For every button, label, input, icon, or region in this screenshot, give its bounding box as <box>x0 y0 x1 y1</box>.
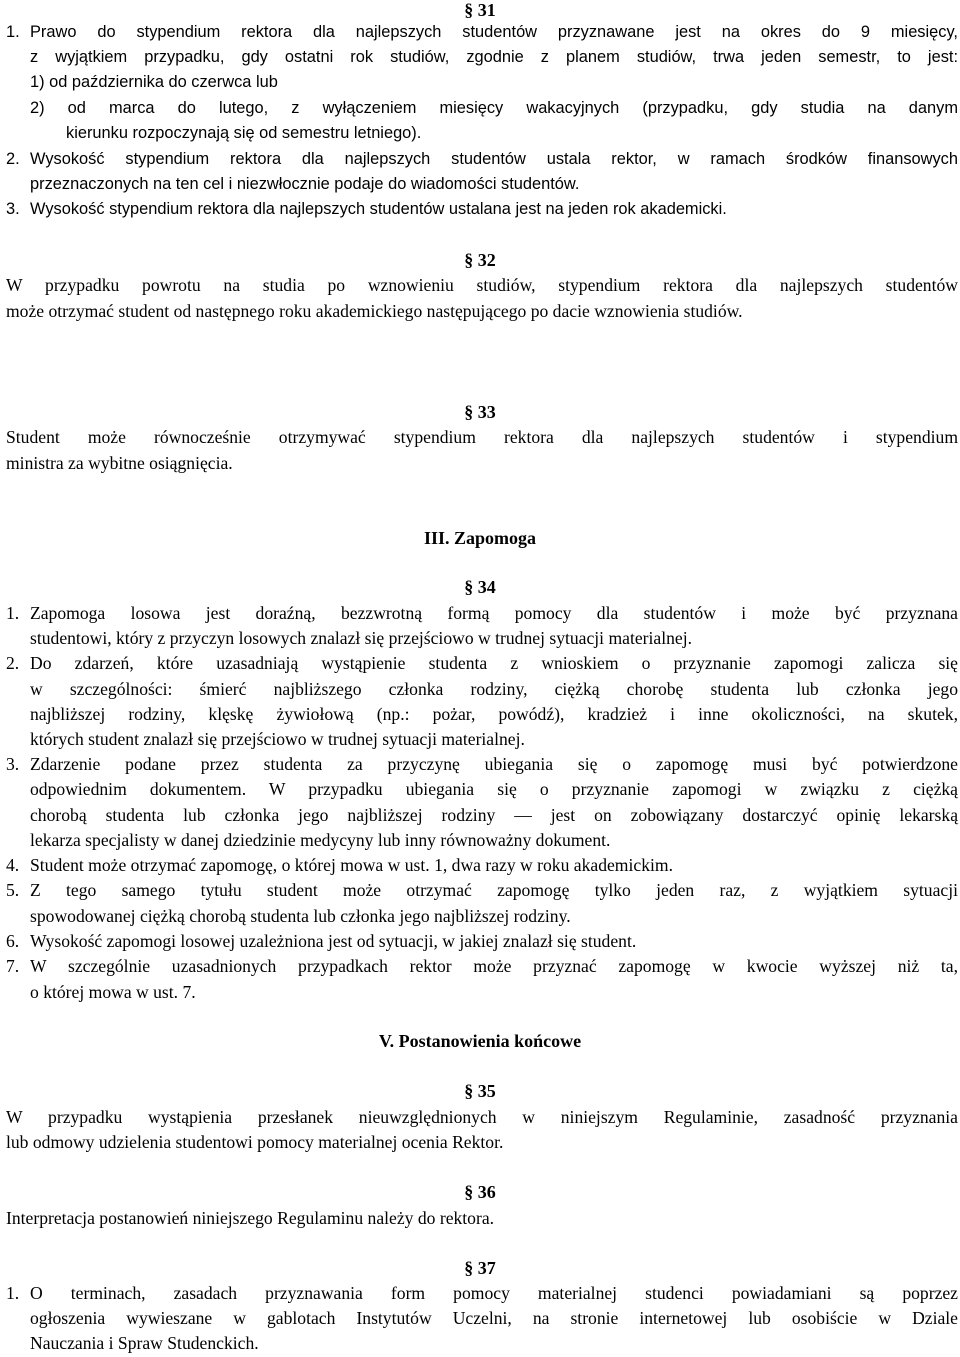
s36-line-1: Interpretacja postanowień niniejszego Regulaminu należy do rektora. <box>6 1208 495 1228</box>
section-31-heading: § 31 <box>464 0 496 20</box>
s33-line-1: Student może równocześnie otrzymywać stypendium rektora dla najlepszych studentów i stypendium <box>6 427 958 447</box>
s34-item-1-number: 1. <box>6 603 20 623</box>
s31-subitem-2-line-1: 2) od marca do lutego, z wyłączeniem miesięcy wakacyjnych (przypadku, gdy studia na danym <box>30 99 958 117</box>
s31-item-3-line-1: Wysokość stypendium rektora dla najlepszych studentów ustalana jest na jeden rok akademicki. <box>30 200 727 218</box>
s34-item-2-line-2: w szczególności: śmierć najbliższego członka rodziny, ciężką chorobę studenta lub członka jego <box>30 679 958 699</box>
s35-line-2: lub odmowy udzielenia studentowi pomocy materialnej ocenia Rektor. <box>6 1132 504 1152</box>
s32-line-2: może otrzymać student od następnego roku akademickiego następującego po dacie wznowienia studiów. <box>6 301 743 321</box>
s34-item-5-line-2: spowodowanej ciężką chorobą studenta lub członka jego najbliższej rodziny. <box>30 906 571 926</box>
chapter-3-heading: III. Zapomoga <box>423 528 537 548</box>
s31-subitem-2-line-2: kierunku rozpoczynają się od semestru letniego). <box>66 124 422 142</box>
s34-item-1-line-1: Zapomoga losowa jest doraźną, bezzwrotną formą pomocy dla studentów i może być przyznana <box>30 603 958 623</box>
s34-item-6-line-1: Wysokość zapomogi losowej uzależniona jest od sytuacji, w jakiej znalazł się student. <box>30 931 637 951</box>
s31-item-2-line-1: Wysokość stypendium rektora dla najlepszych studentów ustala rektor, w ramach środków finansowych <box>30 150 958 168</box>
chapter-5-heading: V. Postanowienia końcowe <box>378 1031 582 1051</box>
s31-item-3-number: 3. <box>6 200 20 218</box>
s34-item-3-line-2: odpowiednim dokumentem. W przypadku ubiegania się o przyznanie zapomogi w związku z ciężką <box>30 779 958 799</box>
s34-item-2-number: 2. <box>6 653 20 673</box>
s31-item-2-line-2: przeznaczonych na ten cel i niezwłocznie podaje do wiadomości studentów. <box>30 175 580 193</box>
s34-item-4-line-1: Student może otrzymać zapomogę, o której mowa w ust. 1, dwa razy w roku akademickim. <box>30 855 673 875</box>
section-35-heading: § 35 <box>464 1081 496 1101</box>
s33-line-2: ministra za wybitne osiągnięcia. <box>6 453 233 473</box>
s37-item-1-number: 1. <box>6 1283 20 1303</box>
s34-item-2-line-3: najbliższej rodziny, klęskę żywiołową (np.: pożar, powódź), kradzież i inne okoliczności, na skutek, <box>30 704 958 724</box>
s34-item-3-number: 3. <box>6 754 20 774</box>
section-36-heading: § 36 <box>464 1182 496 1202</box>
s31-item-1-line-1: Prawo do stypendium rektora dla najlepszych studentów przyznawane jest na okres do 9 miesięcy, <box>30 23 958 41</box>
s34-item-2-line-1: Do zdarzeń, które uzasadniają wystąpienie studenta z wnioskiem o przyznanie zapomogi zalicza się <box>30 653 958 673</box>
s34-item-7-number: 7. <box>6 956 20 976</box>
s34-item-3-line-1: Zdarzenie podane przez studenta za przyczynę ubiegania się o zapomogę musi być potwierdzone <box>30 754 958 774</box>
s34-item-3-line-4: lekarza specjalisty w danej dziedzinie medycyny lub inny równoważny dokument. <box>30 830 611 850</box>
s34-item-3-line-3: chorobą studenta lub członka jego najbliższej rodziny — jest on zobowiązany dostarczyć opinię lekarską <box>30 805 958 825</box>
s34-item-7-line-1: W szczególnie uzasadnionych przypadkach rektor może przyznać zapomogę w kwocie wyższej niż ta, <box>30 956 958 976</box>
s37-item-1-line-2: ogłoszenia wywieszane w gablotach Instytutów Uczelni, na stronie internetowej lub osobiście w Dziale <box>30 1308 958 1328</box>
s34-item-4-number: 4. <box>6 855 20 875</box>
s31-item-1-number: 1. <box>6 23 20 41</box>
section-37-heading: § 37 <box>464 1258 496 1278</box>
s34-item-5-line-1: Z tego samego tytułu student może otrzymać zapomogę tylko jeden raz, z wyjątkiem sytuacji <box>30 880 958 900</box>
s31-item-1-line-2: z wyjątkiem przypadku, gdy ostatni rok studiów, zgodnie z planem studiów, trwa jeden semestr, to jest: <box>30 48 958 66</box>
s37-item-1-line-1: O terminach, zasadach przyznawania form pomocy materialnej studenci powiadamiani są poprzez <box>30 1283 958 1303</box>
s32-line-1: W przypadku powrotu na studia po wznowieniu studiów, stypendium rektora dla najlepszych studentów <box>6 275 958 295</box>
s37-item-1-line-3: Nauczania i Spraw Studenckich. <box>30 1333 259 1353</box>
s34-item-5-number: 5. <box>6 880 20 900</box>
section-34-heading: § 34 <box>464 577 496 597</box>
section-32-heading: § 32 <box>464 250 496 270</box>
section-33-heading: § 33 <box>464 402 496 422</box>
s31-item-2-number: 2. <box>6 150 20 168</box>
s34-item-6-number: 6. <box>6 931 20 951</box>
s34-item-7-line-2: o której mowa w ust. 7. <box>30 982 196 1002</box>
s34-item-2-line-4: których student znalazł się przejściowo w trudnej sytuacji materialnej. <box>30 729 525 749</box>
s34-item-1-line-2: studentowi, który z przyczyn losowych znalazł się przejściowo w trudnej sytuacji materialnej. <box>30 628 692 648</box>
s31-subitem-1: 1) od października do czerwca lub <box>30 73 278 91</box>
s35-line-1: W przypadku wystąpienia przesłanek nieuwzględnionych w niniejszym Regulaminie, zasadność przyznania <box>6 1107 958 1127</box>
